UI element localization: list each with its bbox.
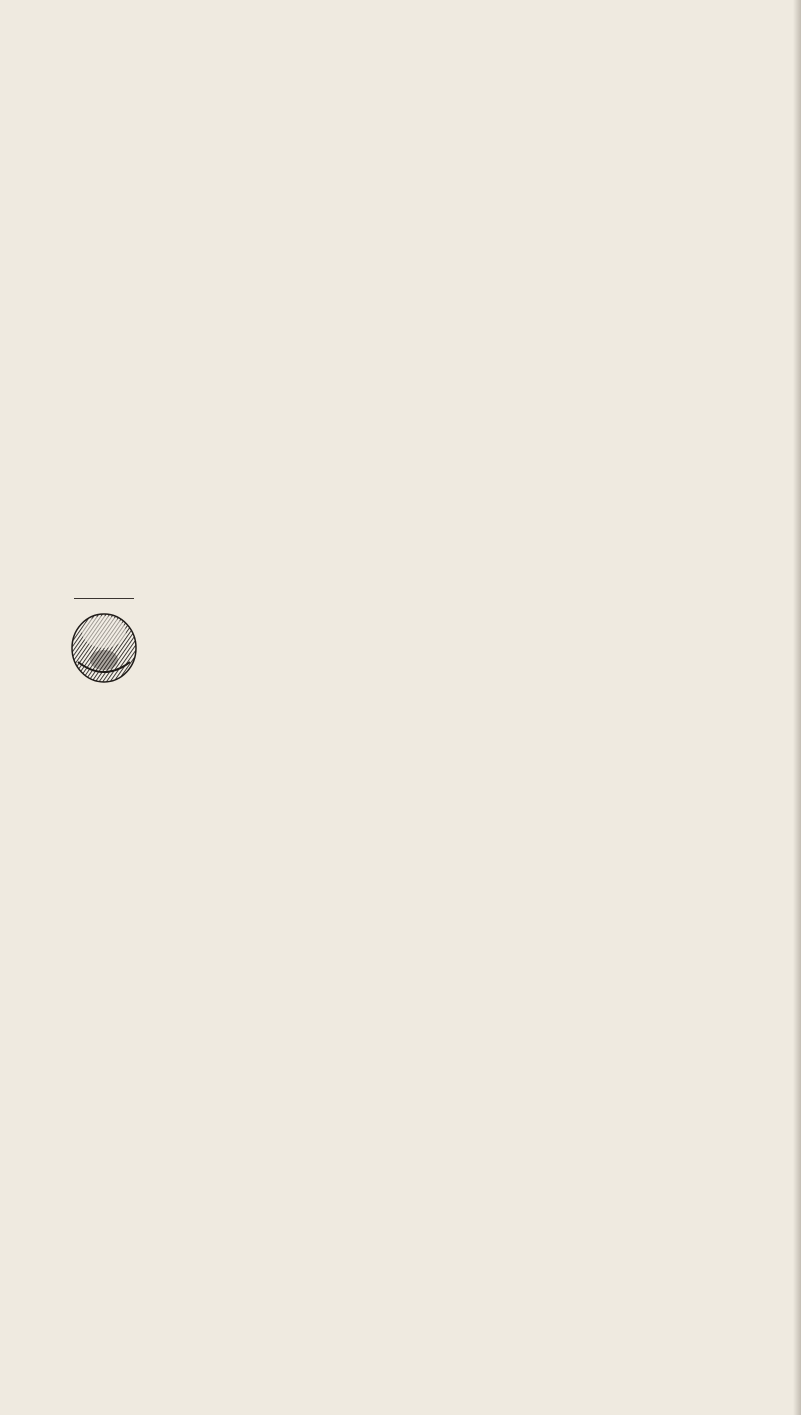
figure-53 bbox=[40, 598, 140, 694]
page-edge-shadow bbox=[793, 0, 801, 1415]
figure-rule bbox=[74, 598, 134, 599]
eye-illustration-icon bbox=[40, 598, 140, 694]
